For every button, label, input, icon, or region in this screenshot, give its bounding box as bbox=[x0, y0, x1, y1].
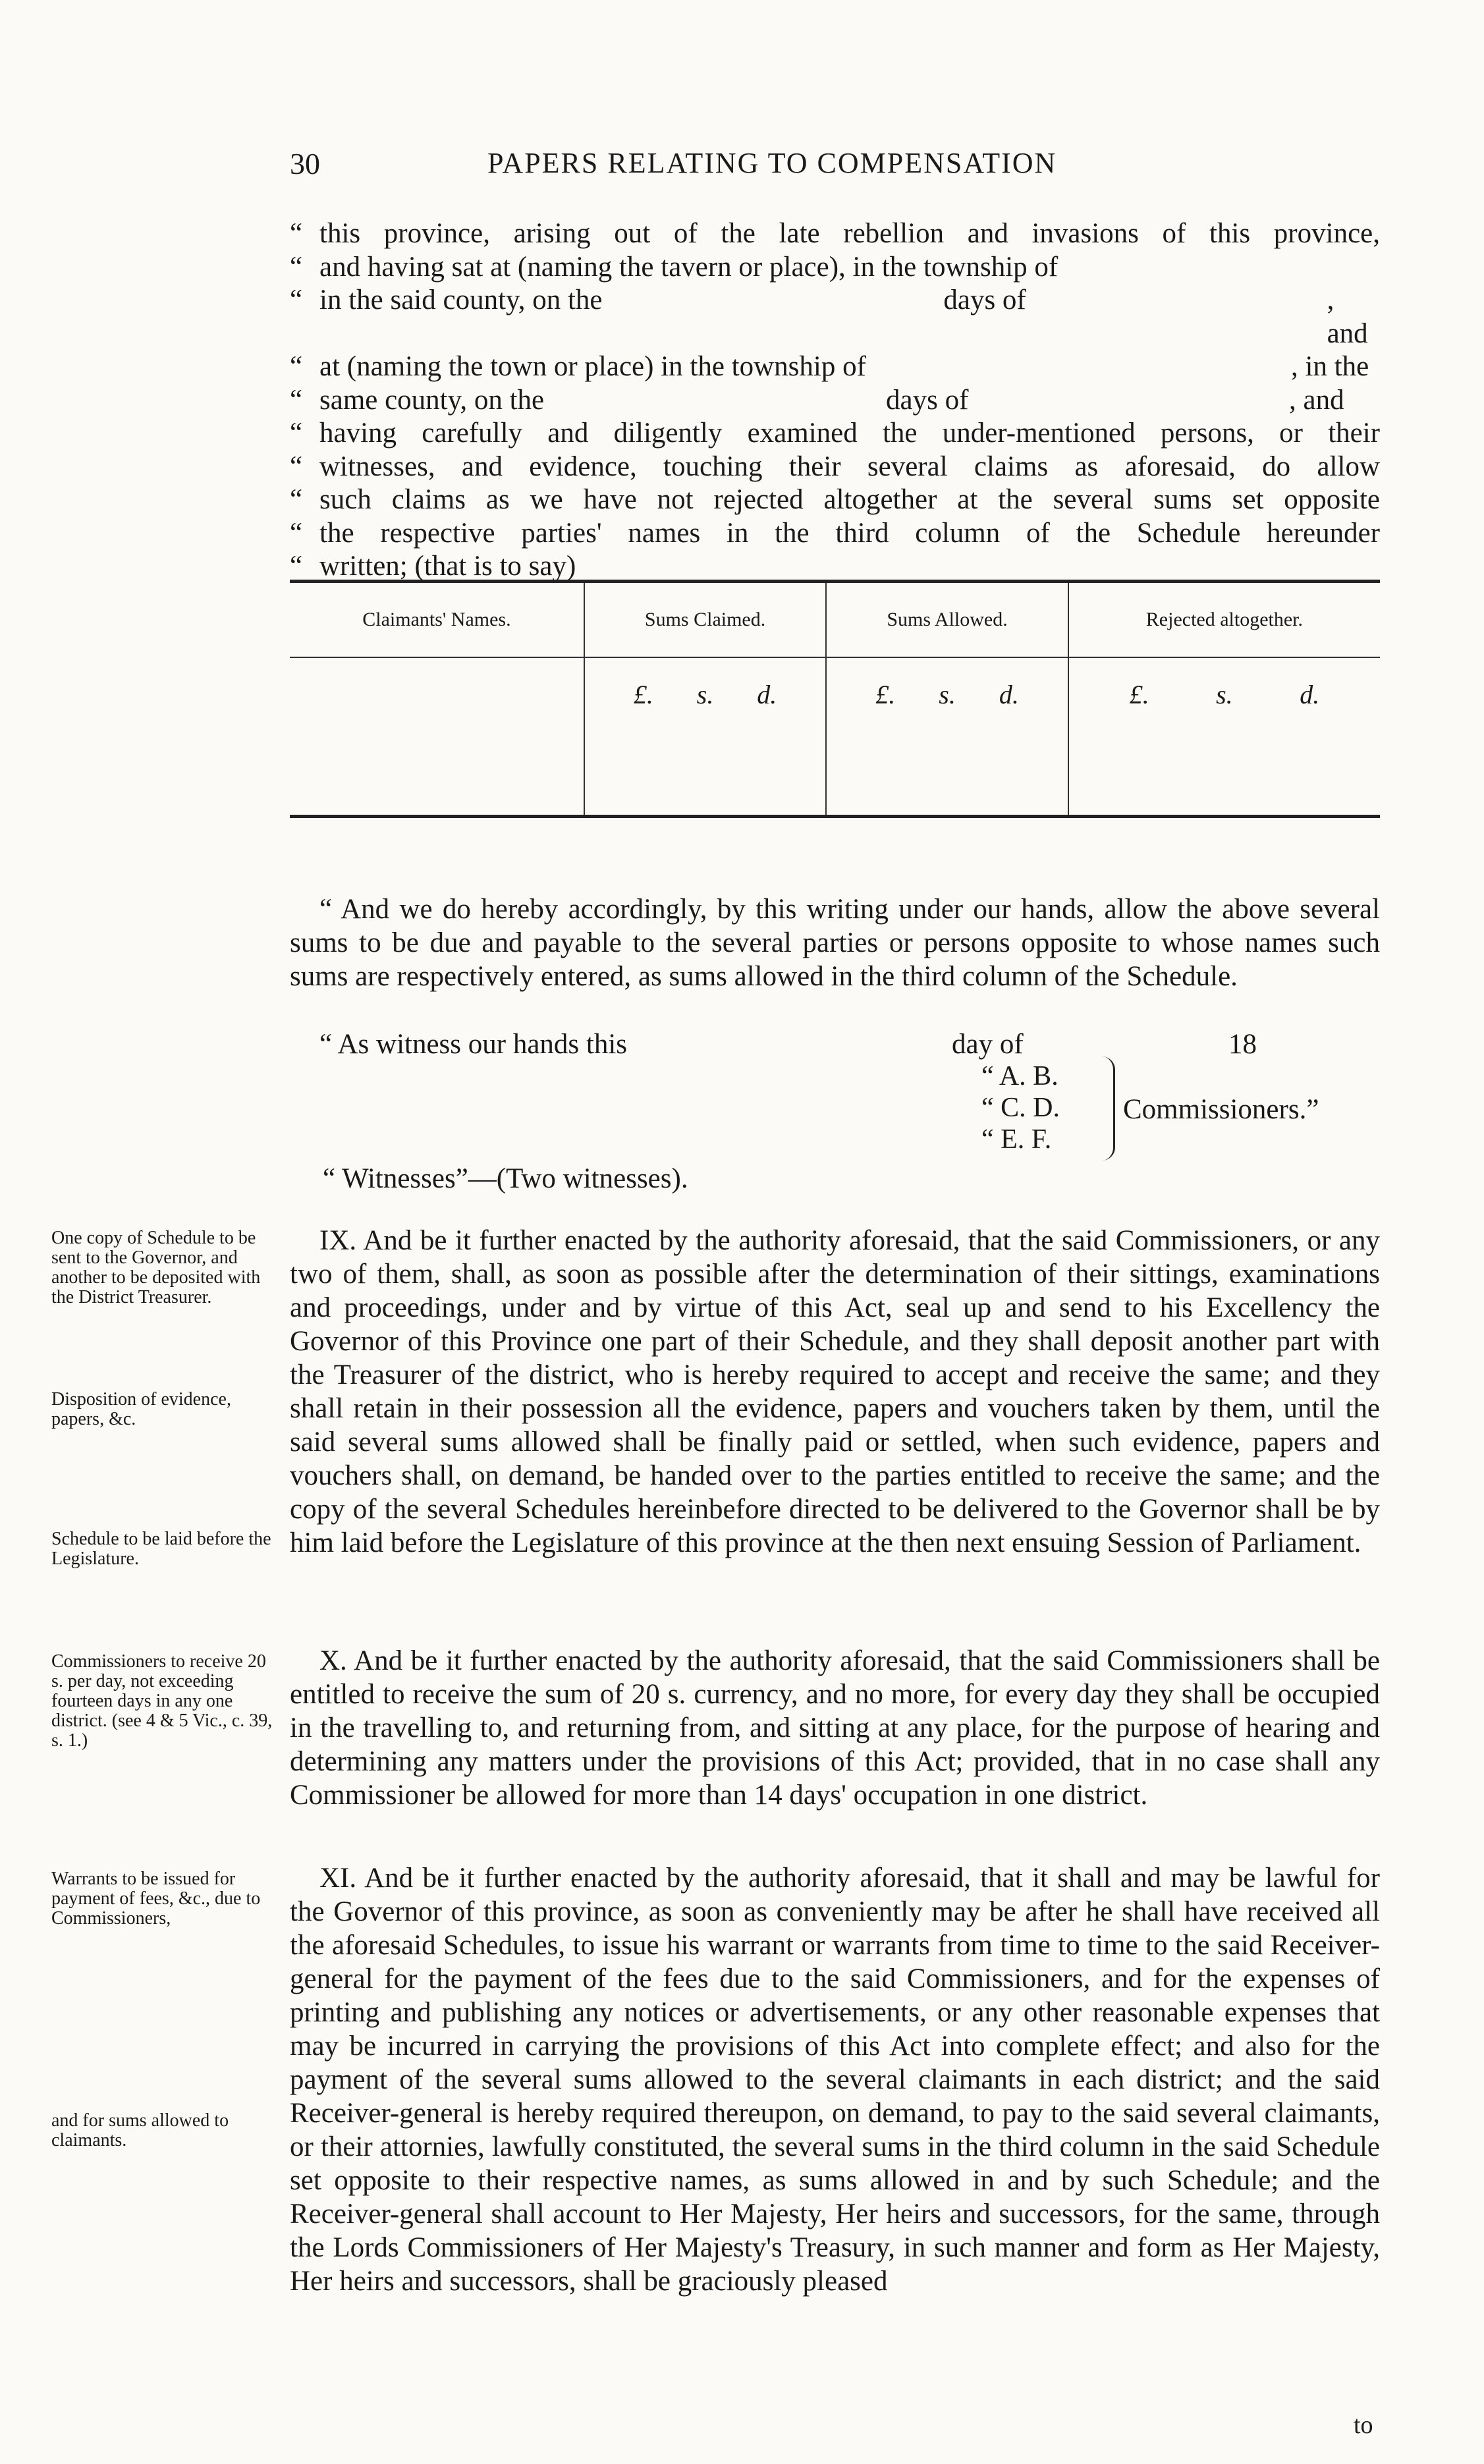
claimed-cell: £. s. d. bbox=[584, 657, 826, 817]
signature-brace bbox=[1101, 1056, 1115, 1161]
quote-line-2: “ and having sat at (naming the tavern or place), in the township of bbox=[290, 251, 1058, 283]
quote-line-3: “ in the said county, on the days of , and bbox=[290, 285, 1368, 349]
schedule-table bbox=[290, 580, 1380, 818]
quote-line-10: “ written; (that is to say) bbox=[290, 551, 576, 582]
section-xi: XI. And be it further enacted by the authority aforesaid, that it shall and may be lawful for the Governor of this province, as soon as conveniently may be after he shall have received all the aforesaid Schedules, to issue his warrant or warrants from time to time to the said Receiver-general for the payment of the fees due to the said Commissioners, and for the expenses of printing and publishing any notices or advertisements, or any other reasonable expenses that may be incurred in carrying the provisions of this Act into complete effect; and also for the payment of the several sums allowed to the several claimants in each district; and the said Receiver-general is hereby required thereupon, on demand, to pay to the said several claimants, or their attornies, lawfully constituted, the several sums in the third column in the said Schedule set opposite to their respective names, as sums allowed in and by such Schedule; and the Receiver-general shall account to Her Majesty, Her heirs and successors, for the same, through the Lords Commissioners of Her Majesty's Treasury, in such manner and form as Her Majesty, Her heirs and successors, shall be graciously pleased bbox=[290, 1863, 1380, 2297]
col-claimants: Claimants' Names. bbox=[290, 582, 584, 658]
claimants-cell bbox=[290, 657, 584, 817]
section-ix: IX. And be it further enacted by the authority aforesaid, that the said Commissioners, or any two of them, shall, as soon as possible after the determination of their sittings, examinations and proceedings, under and by virtue of this Act, seal up and send to his Excellency the Governor of this Province one part of their Schedule, and they shall deposit another part with the Treasurer of the district, who is hereby required to accept and receive the same; and they shall retain in their possession all the evidence, papers and vouchers taken by them, until the said several sums allowed shall be finally paid or settled, when such evidence, papers and vouchers shall, on demand, be handed over to the parties entitled to receive the same; and the copy of the several Schedules hereinbefore directed to be delivered to the Governor shall be by him laid before the Legislature of this province at the then next ensuing Session of Parliament. bbox=[290, 1225, 1380, 1558]
col-allowed: Sums Allowed. bbox=[826, 582, 1068, 658]
section-x: X. And be it further enacted by the authority aforesaid, that the said Commissioners shall be entitled to receive the sum of 20 s. currency, and no more, for every day they shall be occupied in the travelling to, and returning from, and sitting at any place, for the purpose of hearing and determining any matters under the provisions of this Act; provided, that in no case shall any Commissioner be allowed for more than 14 days' occupation in one district. bbox=[290, 1645, 1380, 1811]
commissioners-label: Commissioners.” bbox=[1123, 1094, 1319, 1125]
running-head: PAPERS RELATING TO COMPENSATION bbox=[487, 147, 1057, 179]
rejected-cell: £. s. d. bbox=[1068, 657, 1380, 817]
quote-line-7: “ witnesses, and evidence, touching their several claims as aforesaid, do allow bbox=[290, 451, 1380, 482]
margin-note-schedule-copy: One copy of Schedule to be sent to the Governor, and another to be deposited with the District Treasurer. bbox=[51, 1228, 261, 1307]
signatories: “ A. B. “ C. D. “ E. F. bbox=[981, 1061, 1060, 1155]
witnesses-line: “ Witnesses”—(Two witnesses). bbox=[323, 1163, 688, 1194]
schedule-body-row bbox=[290, 657, 1380, 817]
closing-quote: “ And we do hereby accordingly, by this writing under our hands, allow the above several sums to be due and payable to the several parties or persons opposite to whose names such sums are respectively entered, as sums allowed in the third column of the Schedule. bbox=[290, 894, 1380, 992]
page-number: 30 bbox=[290, 147, 320, 180]
quote-line-6: “ having carefully and diligently examined the under-mentioned persons, or their bbox=[290, 418, 1380, 449]
margin-note-warrants: Warrants to be issued for payment of fees, &c., due to Commissioners, bbox=[51, 1869, 261, 1929]
quote-line-9: “ the respective parties' names in the third column of the Schedule hereunder bbox=[290, 517, 1380, 549]
quote-line-8: “ such claims as we have not rejected altogether at the several sums set opposite bbox=[290, 484, 1380, 515]
margin-note-commissioners-pay: Commissioners to receive 20 s. per day, not exceeding fourteen days in any one district. (see 4 & 5 Vic., c. 39, s. 1.) bbox=[51, 1651, 273, 1751]
quote-line-5: “ same county, on the days of , and bbox=[290, 384, 1344, 416]
quote-line-4: “ at (naming the town or place) in the township of , in the bbox=[290, 351, 1369, 382]
witness-line: “ As witness our hands this day of 18 bbox=[319, 1029, 1257, 1060]
margin-note-disposition: Disposition of evidence, papers, &c. bbox=[51, 1389, 231, 1429]
allowed-cell: £. s. d. bbox=[826, 657, 1068, 817]
margin-note-legislature: Schedule to be laid before the Legislature. bbox=[51, 1529, 271, 1569]
quote-line-1: “ this province, arising out of the late rebellion and invasions of this province, bbox=[290, 218, 1380, 249]
opening-quote bbox=[290, 217, 1380, 584]
schedule-header-row bbox=[290, 582, 1380, 658]
col-rejected: Rejected altogether. bbox=[1068, 582, 1380, 658]
margin-note-claimants: and for sums allowed to claimants. bbox=[51, 2110, 229, 2150]
col-claimed: Sums Claimed. bbox=[584, 582, 826, 658]
catch-word: to bbox=[1354, 2411, 1373, 2439]
